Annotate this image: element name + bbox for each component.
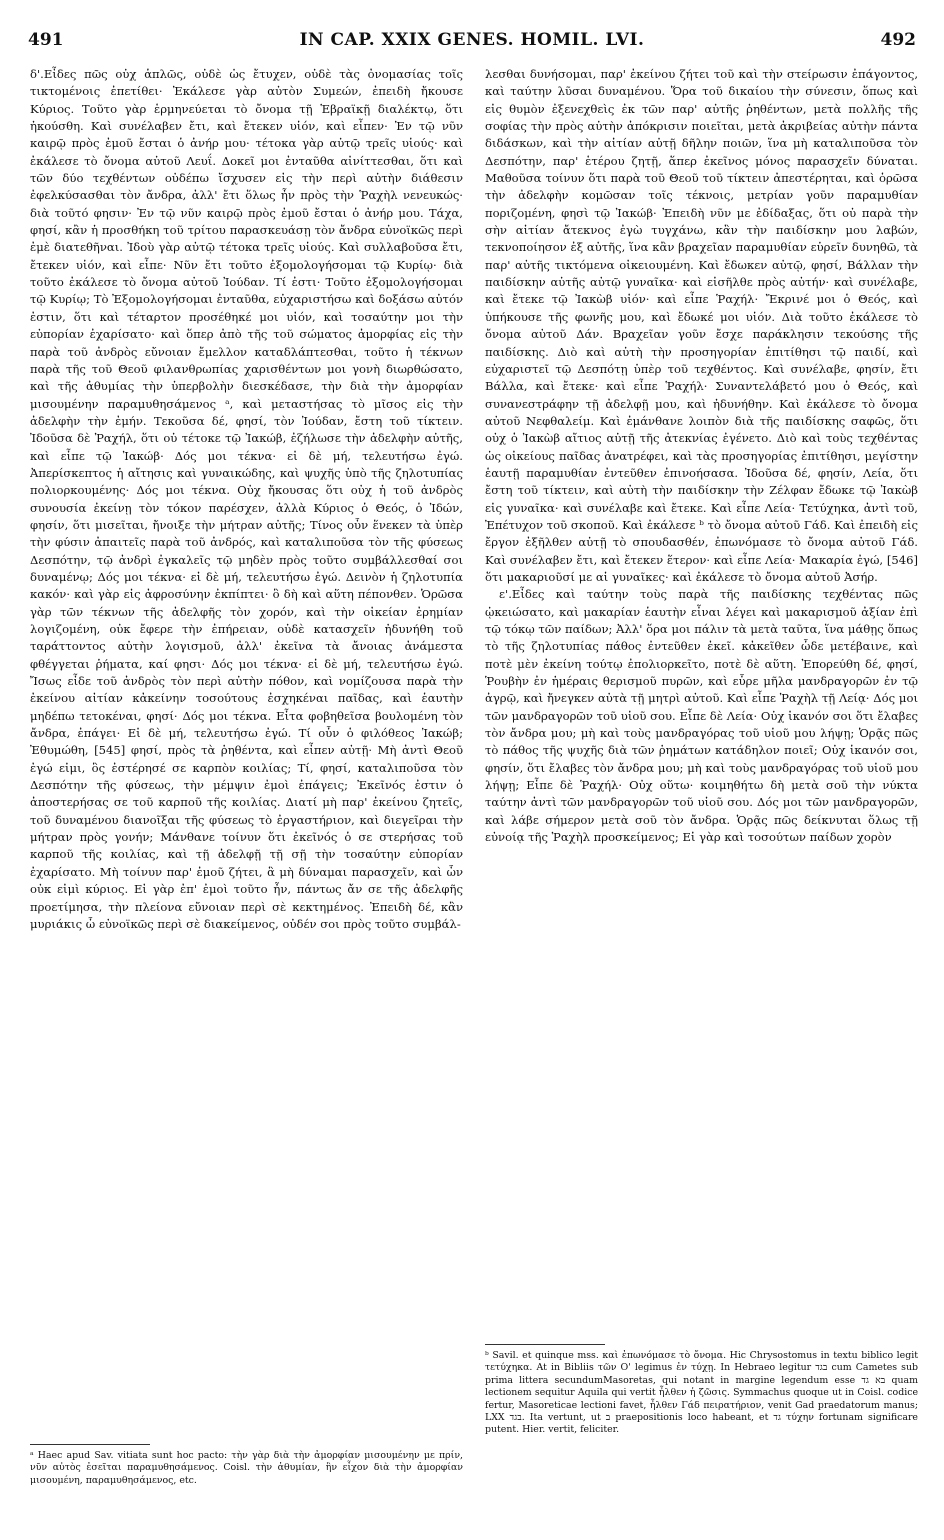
- footnote-b: ᵇ Savil. et quinque mss. καὶ ἐπωνόμασε τὸ ὄνομα. Hic Chrysostomus in textu biblico legit τετύχηκα. At in Bibliis τῶν Ο' legimus ἐν τύχῃ. In Hebraeo legitur בגד cum Cametes sub prima littera secundumMasoretas, qui notant in margine legendum esse בא גד quam lectionem sequitur Aquila qui vertit ἦλθεν ἡ ζῶσις. Symmachus quoque ut in Coisl. codice fertur, Masoreticae lectioni favet, ἦλθεν Γάδ πειρατήριον, venit Gad praedatorum manus; LXX בגד. Ita vertunt, ut ב praepositionis loco habeant, et גד τύχην fortunam significare putent. Hier. vertit, feliciter.: [485, 1350, 919, 1436]
- running-title: IN CAP. XXIX GENES. HOMIL. LVI.: [299, 30, 645, 50]
- footnote-a: ᵃ Haec apud Sav. vitiata sunt hoc pacto: τὴν γὰρ διὰ τὴν ἀμορφίαν μισουμένην με πρίν, νῦν αὐτὸς ἐσεῖται παραμυθησάμενος. Coisl. τὴν ἀθυμίαν, ἣν εἶχον διὰ τὴν ἀμορφίαν μισουμένη, παραμυθησάμενος, etc.: [30, 1450, 463, 1486]
- footnote-rule-left: [30, 1444, 150, 1445]
- footnote-rule-right: [485, 1344, 605, 1345]
- right-column-section-5: ε'.Εἶδες καὶ ταύτην τοὺς παρὰ τῆς παιδίσκης τεχθέντας πῶς ᾠκειώσατο, καὶ μακαρίαν ἑαυτὴν εἶναι λέγει καὶ μακαρισμοῦ ἀξίαν ἐπὶ τῷ τόκῳ τῶν παίδων; Ἀλλ' ὅρα μοι πάλιν τὰ μετὰ ταῦτα, ἵνα μάθῃς ὅπως τὸ τῆς ζηλοτυπίας πάθος ἐντεῦθεν ἐκεῖ. κἀκεῖθεν ὧδε μετέβαινε, καὶ ποτὲ μὲν ἐκείνη τούτῳ ἐπολιορκεῖτο, ποτὲ δὲ αὕτη. Ἐπορεύθη δέ, φησί, Ῥουβὴν ἐν ἡμέραις θερισμοῦ πυρῶν, καὶ εὗρε μῆλα μανδραγορῶν ἐν τῷ ἀγρῷ, καὶ ἤνεγκεν αὐτὰ τῇ μητρὶ αὐτοῦ. Καὶ εἶπε Ῥαχὴλ τῇ Λείᾳ· Δός μοι τῶν μανδραγορῶν τοῦ υἱοῦ σου. Εἶπε δὲ Λεία· Οὐχ ἱκανόν σοι ὅτι ἔλαβες τὸν ἄνδρα μου; μὴ καὶ τοὺς μανδραγόρας τοῦ υἱοῦ μου λήψῃ; Ὁρᾷς πῶς τὸ πάθος τῆς ψυχῆς διὰ τῶν ῥημάτων κατάδηλον ποιεῖ; Οὐχ ἱκανόν σοι, φησίν, ὅτι ἔλαβες τὸν ἄνδρα μου; μὴ καὶ τοὺς μανδραγόρας τοῦ υἱοῦ μου λήψῃ; Εἶπε δὲ Ῥαχήλ· Οὐχ οὕτω· κοιμηθήτω δὴ μετὰ σοῦ τὴν νύκτα ταύτην ἀντὶ τῶν μανδραγορῶν τοῦ υἱοῦ σου. Δός μοι τῶν μανδραγορῶν, καὶ λάβε σήμερον μετὰ σοῦ τὸν ἄνδρα. Ὁρᾷς πῶς δείκνυται ὅλως τῇ εὐνοίᾳ τῆς Ῥαχὴλ προσκείμενος; Εἰ γὰρ καὶ τοσούτων παίδων χορὸν: [485, 587, 918, 845]
- footnote-right: [485, 1350, 918, 1437]
- left-column: [30, 66, 463, 1436]
- page-number-left: 491: [28, 30, 64, 50]
- left-column-text: δ'.Εἶδες πῶς οὐχ ἁπλῶς, οὐδὲ ὡς ἔτυχεν, οὐδὲ τὰς ὀνομασίας τοῖς τικτομένοις ἐπετίθει· Ἐκάλεσε γὰρ αὐτὸν Συμεών, ἐπειδὴ ἤκουσε Κύριος. Τοῦτο γὰρ ἑρμηνεύεται τὸ ὄνομα τῇ Ἑβραϊκῇ διαλέκτῳ, ὅτι ἠκούσθη. Καὶ συνέλαβεν ἔτι, καὶ ἔτεκεν υἱόν, καὶ εἶπεν· Ἐν τῷ νῦν καιρῷ πρὸς ἐμοῦ ἔσται ὁ ἀνήρ μου· τέτοκα γὰρ αὐτῷ τρεῖς υἱούς· καὶ ἐκάλεσε τὸ ὄνομα αὐτοῦ Λευΐ. Δοκεῖ μοι ἐνταῦθα αἰνίττεσθαι, ὅτι καὶ τῶν δύο τεχθέντων οὐδέπω ἴσχυσεν εἰς τὴν περὶ αὐτὴν διάθεσιν ἐφελκύσασθαι τὸν ἄνδρα, ἀλλ' ἔτι ὅλως ἦν πρὸς τὴν Ῥαχὴλ νενευκώς· διὰ τοῦτό φησιν· Ἐν τῷ νῦν καιρῷ πρὸς ἐμοῦ ἔσται ὁ ἀνήρ μου. Τάχα, φησί, κἂν ἡ προσθήκη τοῦ τρίτου παρασκευάσῃ τὸν ἄνδρα εὐνοϊκῶς περὶ ἐμὲ διατεθῆναι. Ἰδοὺ γὰρ αὐτῷ τέτοκα τρεῖς υἱούς. Καὶ συλλαβοῦσα ἔτι, ἔτεκεν υἱόν, καὶ εἶπε· Νῦν ἔτι τοῦτο ἐξομολογήσομαι τῷ Κυρίῳ· διὰ τοῦτο ἐκάλεσε τὸ ὄνομα αὐτοῦ Ἰούδαν. Τί ἐστι· Τοῦτο ἐξομολογήσομαι τῷ Κυρίῳ; Τὸ Ἐξομολογήσομαι ἐνταῦθα, εὐχαριστήσω καὶ δοξάσω αὐτόν ἐστιν, ὅτι καὶ τέταρτον προσέθηκέ μοι υἱόν, καὶ τοσαύτην μοι τὴν εὐπορίαν ἐχαρίσατο· καὶ ὅπερ ἀπὸ τῆς τοῦ σώματος ἀμορφίας εἰς τὴν παρὰ τοῦ ἀνδρὸς εὔνοιαν ἔμελλον καταδλάπτεσθαι, τοῦτο ἡ τέκνων παρὰ τῆς τοῦ Θεοῦ φιλανθρωπίας χαρισθέντων μοι γονὴ διωρθώσατο, καὶ τῆς ἀθυμίας τὴν ὑπερβολὴν διεσκέδασε, τὴν διὰ τὴν ἀμορφίαν μισουμένην παραμυθησάμενος ᵃ, καὶ μεταστήσας τὸ μῖσος εἰς τὴν ἀδελφὴν τὴν ἐμήν. Τεκοῦσα δέ, φησί, τὸν Ἰούδαν, ἔστη τοῦ τίκτειν. Ἰδοῦσα δὲ Ῥαχήλ, ὅτι οὐ τέτοκε τῷ Ἰακώβ, ἐζήλωσε τὴν ἀδελφὴν αὐτῆς, καὶ εἶπε τῷ Ἰακώβ· Δός μοι τέκνα· εἰ δὲ μή, τελευτήσω ἐγώ. Ἀπερίσκεπτος ἡ αἴτησις καὶ γυναικώδης, καὶ ψυχῆς ὑπὸ τῆς ζηλοτυπίας πολιορκουμένης· Δός μοι τέκνα. Οὐχ ἤκουσας ὅτι οὐχ ἡ τοῦ ἀνδρὸς συνουσία ἐκείνῃ τὸν τόκον παρέσχεν, ἀλλὰ Κύριος ὁ Θεός, ὁ Ἰδών, φησίν, ὅτι μισεῖται, ἤνοιξε τὴν μήτραν αὐτῆς; Τίνος οὖν ἕνεκεν τὰ ὑπὲρ τὴν φύσιν ἀπαιτεῖς παρὰ τοῦ ἀνδρός, καὶ καταλιποῦσα τὸν τῆς φύσεως Δεσπότην, τῷ ἀνδρὶ ἐγκαλεῖς τῷ μηδὲν πρὸς τοῦτο συμβάλλεσθαί σοι δυναμένῳ; Δός μοι τέκνα· εἰ δὲ μή, τελευτήσω ἐγώ. Δεινὸν ἡ ζηλοτυπία κακόν· καὶ γὰρ εἰς ἀφροσύνην ἐκπίπτει· ὃ δὴ καὶ αὕτη πέπονθεν. Ὁρῶσα γὰρ τῶν τέκνων τῆς ἀδελφῆς τὸν χορόν, καὶ τὴν οἰκείαν ἐρημίαν λογιζομένη, οὐκ ἔφερε τὴν ἐπήρειαν, οὐδὲ κατασχεῖν ἠδυνήθη τοῦ ταράττοντος αὐτὴν λογισμοῦ, ἀλλ' ἐκεῖνα τὰ ἄνοιας ἀνάμεστα φθέγγεται ῥήματα, καί φησι· Δός μοι τέκνα· εἰ δὲ μή, τελευτήσω ἐγώ. Ἴσως εἶδε τοῦ ἀνδρὸς τὸν περὶ αὐτὴν πόθον, καὶ νομίζουσα παρὰ τὴν ἐκείνου αἰτίαν κἀκείνην τοσούτους ἐσχηκέναι παῖδας, καὶ ἑαυτὴν μηδέπω τετοκέναι, φησί· Δός μοι τέκνα. Εἶτα φοβηθεῖσα βουλομένη τὸν ἄνδρα, ἐπάγει· Εἰ δὲ μή, τελευτήσω ἐγώ. Τί οὖν ὁ φιλόθεος Ἰακώβ; Ἐθυμώθη, [545] φησί, πρὸς τὰ ῥηθέντα, καὶ εἶπεν αὐτῇ· Μὴ ἀντὶ Θεοῦ ἐγώ εἰμι, ὃς ἐστέρησέ σε καρπὸν κοιλίας; Τί, φησί, καταλιποῦσα τὸν Δεσπότην τῆς φύσεως, τὴν μέμψιν ἐμοὶ ἐπάγεις; Ἐκεῖνός ἐστιν ὁ ἀποστερήσας σε τοῦ καρποῦ τῆς κοιλίας. Διατί μὴ παρ' ἐκείνου ζητεῖς, τοῦ δυναμένου διανοῖξαι τῆς φύσεως τὸ ἐργαστήριον, καὶ διεγεῖραι τὴν μήτραν πρὸς γονήν; Μάνθανε τοίνυν ὅτι ἐκεῖνός ὁ σε στερήσας τοῦ καρποῦ τῆς κοιλίας, καὶ τῇ ἀδελφῇ τῇ σῇ τὴν τοσαύτην εὐπορίαν ἐχαρίσατο. Μὴ τοίνυν παρ' ἐμοῦ ζήτει, ἃ μὴ δύναμαι παρασχεῖν, καὶ ὧν οὐκ εἰμὶ κύριος. Εἰ γὰρ ἐπ' ἐμοὶ τοῦτο ἦν, πάντως ἄν σε τῆς ἀδελφῆς προετίμησα, τὴν πλείονα εὔνοιαν περὶ σὲ κεκτημένος. Ἐπειδὴ δέ, κἂν μυριάκις ὦ εὐνοϊκῶς περὶ σὲ διακείμενος, οὐδέν σοι πρὸς τοῦτο συμβάλ-: [30, 67, 463, 931]
- right-column: [485, 66, 918, 1336]
- right-column-text: λεσθαι δυνήσομαι, παρ' ἐκείνου ζήτει τοῦ καὶ τὴν στείρωσιν ἐπάγοντος, καὶ ταύτην λῦσαι δυναμένου. Ὅρα τοῦ δικαίου τὴν σύνεσιν, ὅπως καὶ εἰς θυμὸν ἐξενεχθεὶς ἐκ τῶν παρ' αὐτῆς ῥηθέντων, μετὰ πολλῆς τῆς σοφίας τὴν πρὸς αὐτὴν ἀπόκρισιν ποιεῖται, μετὰ ἀκριβείας αὐτὴν πάντα διδάσκων, καὶ τὴν αἰτίαν αὐτῇ δῆλην ποιῶν, ἵνα μὴ καταλιποῦσα τὸν Δεσπότην, παρ' ἑτέρου ζητῇ, ἅπερ ἐκεῖνος μόνος παρασχεῖν δύναται. Μαθοῦσα τοίνυν ὅτι παρὰ τοῦ Θεοῦ τοῦ τίκτειν ἀπεστέρηται, καὶ ὁρῶσα τὴν ἀδελφὴν κομῶσαν τοῖς τέκνοις, μετρίαν γοῦν παραμυθίαν ποριζομένη, φησὶ τῷ Ἰακώβ· Ἐπειδὴ νῦν με ἐδίδαξας, ὅτι οὐ παρὰ τὴν σὴν αἰτίαν ἄτεκνος ἐγὼ τυγχάνω, κἂν τὴν παιδίσκην μου λαβών, τεκνοποίησον ἐξ αὐτῆς, ἵνα κἂν βραχεῖαν παραμυθίαν εὑρεῖν δυνηθῶ, τὰ παρ' αὐτῆς τικτόμενα οἰκειουμένη. Καὶ ἔδωκεν αὐτῷ, φησί, Βάλλαν τὴν παιδίσκην αὐτῆς αὐτῷ γυναῖκα· καὶ εἰσῆλθε πρὸς αὐτήν· καὶ συνέλαβε, καὶ ἔτεκε τῷ Ἰακὼβ υἱόν· καὶ εἶπε Ῥαχήλ· Ἔκρινέ μοι ὁ Θεός, καὶ ὑπήκουσε τῆς φωνῆς μου, καὶ ἔδωκέ μοι υἱόν. Διὰ τοῦτο ἐκάλεσε τὸ ὄνομα αὐτοῦ Δάν. Βραχεῖαν γοῦν ἔσχε παράκλησιν τεκούσης τῆς παιδίσκης. Διὸ καὶ αὐτὴ τὴν προσηγορίαν ἐπιτίθησι τῷ παιδί, καὶ εὐχαριστεῖ τῷ Δεσπότῃ ὑπὲρ τοῦ τεχθέντος. Καὶ συνέλαβε, φησίν, ἔτι Βάλλα, καὶ ἔτεκε· καὶ εἶπε Ῥαχήλ· Συναντελάβετό μου ὁ Θεός, καὶ συνανεστράφην τῇ ἀδελφῇ μου, καὶ ἠδυνήθην. Καὶ ἐκάλεσε τὸ ὄνομα αὐτοῦ Νεφθαλείμ. Καὶ ἐμάνθανε λοιπὸν διὰ τῆς παιδίσκης σαφῶς, ὅτι οὐχ ὁ Ἰακὼβ αἴτιος αὐτῇ τῆς ἀτεκνίας ἐγένετο. Διὸ καὶ τοὺς τεχθέντας ὡς οἰκείους παῖδας ἀνατρέφει, καὶ τὰς προσηγορίας ἐπιτίθησι, μεγίστην ἑαυτῇ παραμυθίαν ἐντεῦθεν ἐπινοήσασα. Ἰδοῦσα δέ, φησίν, Λεία, ὅτι ἔστη τοῦ τίκτειν, καὶ αὐτὴ τὴν παιδίσκην τὴν Ζέλφαν ἔδωκε τῷ Ἰακὼβ εἰς γυναῖκα· καὶ συνέλαβε καὶ ἔτεκε. Καὶ εἶπε Λεία· Τετύχηκα, ἀντὶ τοῦ, Ἐπέτυχον τοῦ σκοποῦ. Καὶ ἐκάλεσε ᵇ τὸ ὄνομα αὐτοῦ Γάδ. Καὶ ἐπειδὴ εἰς ἔργον ἐξῆλθεν αὐτῇ τὸ σπουδασθέν, ἐπωνόμασε τὸ ὄνομα αὐτοῦ Γάδ. Καὶ συνέλαβεν ἔτι, καὶ ἔτεκεν ἕτερον· καὶ εἶπε Λεία· Μακαρία ἐγώ, [546] ὅτι μακαριοῦσί με αἱ γυναῖκες· καὶ ἐκάλεσε τὸ ὄνομα αὐτοῦ Ἀσήρ.: [485, 67, 918, 584]
- page-header: [28, 30, 916, 56]
- footnote-left: [30, 1450, 463, 1487]
- page-number-right: 492: [880, 30, 916, 50]
